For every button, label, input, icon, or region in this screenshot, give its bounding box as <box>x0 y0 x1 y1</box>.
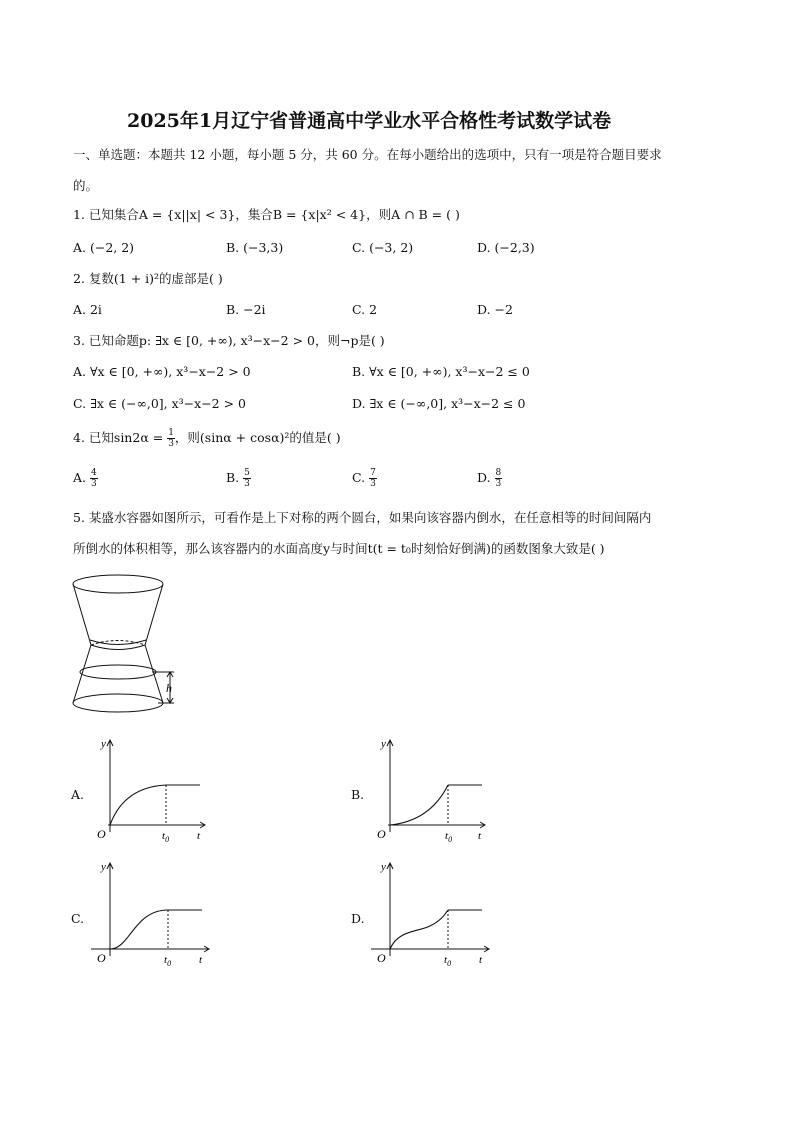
graph-a-y-label: y <box>101 738 106 750</box>
container-figure <box>66 570 196 720</box>
graph-b-label: B. <box>351 787 365 802</box>
q2-option-a: A. 2i <box>73 302 102 317</box>
q4-stem <box>73 428 341 449</box>
graph-b-t-label: t <box>478 830 482 842</box>
q3-option-c: C. ∃x ∈ (−∞,0], x³−x−2 > 0 <box>73 396 246 411</box>
top-rim-ellipse <box>73 575 163 593</box>
upper-left-wall <box>73 584 91 645</box>
q1-option-d: D. (−2,3) <box>477 240 535 255</box>
graph-d-curve <box>390 910 448 949</box>
q1-option-b: B. (−3,3) <box>226 240 284 255</box>
graph-a-label: A. <box>71 787 85 802</box>
graph-a-t0: $t_0$ <box>162 830 170 844</box>
q1-option-c: C. (−3, 2) <box>352 240 414 255</box>
graph-b-t0: $t_0$ <box>445 830 453 844</box>
water-surface-ellipse <box>80 665 156 679</box>
q3-option-a: A. ∀x ∈ [0, +∞), x³−x−2 > 0 <box>73 364 251 379</box>
graph-a-origin: O <box>97 827 106 841</box>
graph-c-curve <box>110 910 168 949</box>
q2-stem: 2. 复数(1 + i)²的虚部是( ) <box>73 271 223 286</box>
graph-d-origin: O <box>377 951 386 965</box>
h-label: h <box>166 681 172 695</box>
q3-option-d: D. ∃x ∈ (−∞,0], x³−x−2 ≤ 0 <box>352 396 526 411</box>
graph-c-t-label: t <box>199 954 203 966</box>
graph-c-origin: O <box>97 951 106 965</box>
q5-stem: 5. 某盛水容器如图所示，可看作是上下对称的两个圆台，如果向该容器内倒水，在任意相等的时间间隔内 <box>73 510 652 525</box>
graph-c-y-label: y <box>101 861 106 873</box>
q3-stem: 3. 已知命题p: ∃x ∈ [0, +∞), x³−x−2 > 0，则¬p是( ) <box>73 333 385 348</box>
graph-c-t0: $t_0$ <box>164 954 172 968</box>
graph-b-curve <box>390 785 448 825</box>
q3-option-b: B. ∀x ∈ [0, +∞), x³−x−2 ≤ 0 <box>352 364 530 379</box>
graph-d-t-label: t <box>479 954 483 966</box>
graph-a <box>88 735 208 845</box>
page-title: 2025年1月辽宁省普通高中学业水平合格性考试数学试卷 <box>127 110 612 132</box>
upper-right-wall <box>145 584 163 645</box>
waist-line <box>91 645 145 650</box>
q4-option-b: B. $\frac{5}{3}$ <box>226 468 250 489</box>
section-heading: 一、单选题：本题共 12 小题，每小题 5 分，共 60 分。在每小题给出的选项中，只有一项是符合题目要求 <box>73 147 662 162</box>
q4-option-d: D. $\frac{8}{3}$ <box>477 468 502 489</box>
q4-option-c: C. $\frac{7}{3}$ <box>352 468 376 489</box>
q4-stem-fraction: $\frac{1}{3}$ <box>168 428 174 449</box>
graph-d-label: D. <box>351 911 365 926</box>
graph-d-t0: $t_0$ <box>444 954 452 968</box>
q4-stem-post: ，则(sinα + cosα)²的值是( ) <box>174 430 341 445</box>
graph-c-label: C. <box>71 911 85 926</box>
q2-option-b: B. −2i <box>226 302 266 317</box>
graph-b-y-label: y <box>381 738 386 750</box>
section-heading-cont: 的。 <box>73 178 99 193</box>
graph-b <box>368 735 488 845</box>
q2-option-c: C. 2 <box>352 302 378 317</box>
graph-a-curve <box>110 785 166 825</box>
graph-b-origin: O <box>377 827 386 841</box>
graph-c <box>88 858 213 968</box>
q5-stem-cont: 所倒水的体积相等，那么该容器内的水面高度y与时间t(t = t₀时刻恰好倒满)的函数图象大致是( ) <box>73 541 605 556</box>
graph-d <box>368 858 493 968</box>
q2-option-d: D. −2 <box>477 302 513 317</box>
graph-d-y-label: y <box>381 861 386 873</box>
graph-a-t-label: t <box>197 830 201 842</box>
q1-option-a: A. (−2, 2) <box>73 240 135 255</box>
q1-stem: 1. 已知集合A = {x||x| < 3}，集合B = {x|x² < 4}，则A ∩ B = ( ) <box>73 207 460 222</box>
q4-stem-pre: 4. 已知sin2α = <box>73 430 168 445</box>
bottom-rim-ellipse <box>73 694 163 712</box>
q4-option-a: A. $\frac{4}{3}$ <box>73 468 97 489</box>
